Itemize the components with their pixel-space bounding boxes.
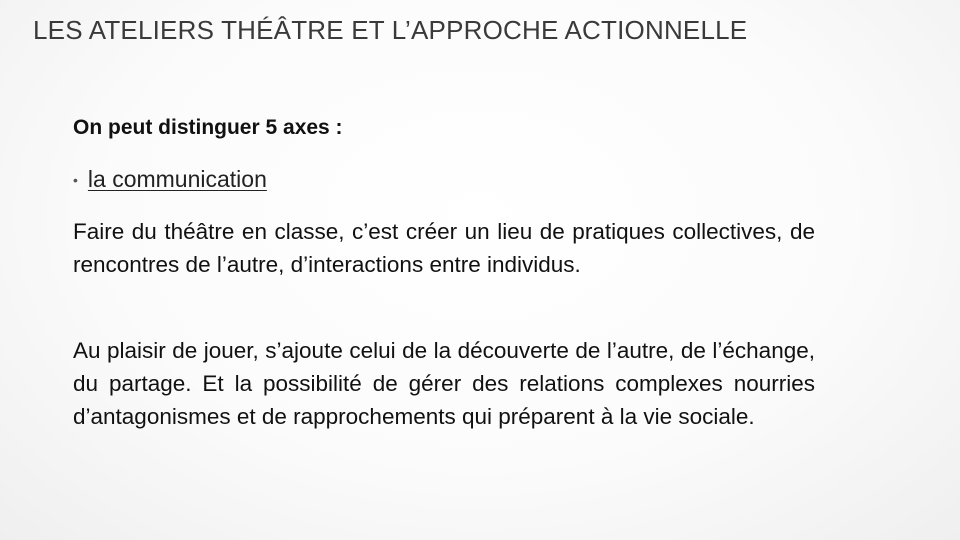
paragraph-1: Faire du théâtre en classe, c’est créer un lieu de pratiques collectives, de rencontres de l’autre, d’interactions entre individus. <box>73 219 815 277</box>
paragraph-2: Au plaisir de jouer, s’ajoute celui de la découverte de l’autre, de l’échange, du partage. Et la possibilité de gérer des relations complexes nourries d’antagonismes et de rapprochements qui préparent à la vie sociale. <box>73 338 815 429</box>
slide-title: LES ATELIERS THÉÂTRE ET L’APPROCHE ACTIONNELLE <box>33 15 748 45</box>
bullet-marker: • <box>73 172 78 188</box>
intro-text: On peut distinguer 5 axes : <box>73 116 343 139</box>
bullet-text: la communication <box>87 166 267 192</box>
bullet-item <box>73 164 267 197</box>
